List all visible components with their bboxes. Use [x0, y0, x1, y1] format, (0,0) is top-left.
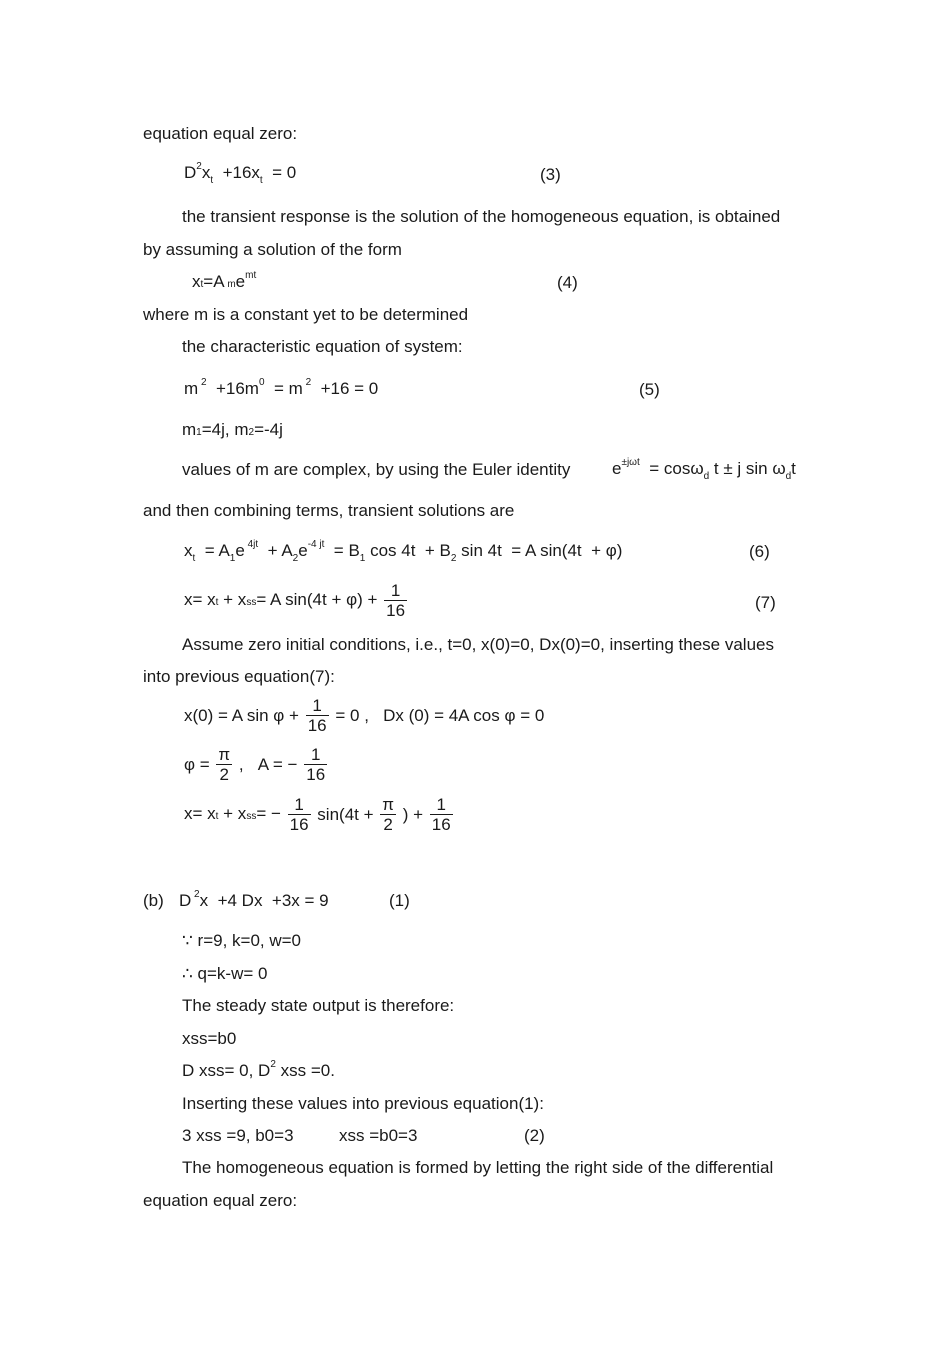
part-b-label: (b)	[143, 891, 164, 910]
text-line: The homogeneous equation is formed by letting the right side of the differential	[182, 1158, 774, 1177]
derivative-text: D xss= 0, D	[182, 1061, 271, 1080]
equation-number: (1)	[389, 891, 410, 910]
equation-number: (6)	[749, 542, 770, 561]
roots: m1=4j, m2=-4j	[182, 420, 283, 439]
derivatives: D xss= 0, $D^2$ xss =0.	[182, 1059, 335, 1080]
text-line: where m is a constant yet to be determined	[143, 305, 469, 324]
text-line: The steady state output is therefore:	[182, 996, 455, 1015]
text-line: into previous equation(7):	[143, 667, 335, 686]
steady-solution-b: xss =b0=3	[339, 1126, 418, 1145]
equation-4: xt=A $me^{mt}$	[192, 270, 257, 291]
equation-b1: D $^2$x +4 Dx +3x = 9	[179, 889, 329, 910]
equation-number: (7)	[755, 593, 776, 612]
euler-identity: $e^{\pm j\omega t} = \cos\omega_d$ t ± j $\sin \omega_dt$	[612, 457, 796, 482]
equation-7: x= xt + xss= A sin(4t + φ) + $\frac{1}{16}$	[184, 581, 406, 620]
text-line: Assume zero initial conditions, i.e., t=0, x(0)=0, Dx(0)=0, inserting these values	[182, 635, 774, 654]
equation-6: $x_t = A_1e$ $^{4jt} + A_2e^{-4 jt} = B_1$ $\cos 4t + B_2$ sin 4t = A sin(4t + φ)	[184, 539, 623, 564]
equation-3: $D^2x_t +16x_t = 0$	[184, 161, 297, 186]
equation-number: (4)	[557, 273, 578, 292]
initial-conditions: x(0) = A sin φ + $\frac{1}{16}$ = 0 , Dx (0) = 4A cos φ = 0	[184, 696, 545, 735]
text-line: values of m are complex, by using the Euler identity	[182, 460, 571, 479]
steady-state: xss=b0	[182, 1029, 237, 1048]
text-line: ∴ q=k-w= 0	[182, 964, 268, 983]
equation-number: (5)	[639, 380, 660, 399]
text-line: by assuming a solution of the form	[143, 240, 402, 259]
text-line: equation equal zero:	[143, 1191, 298, 1210]
equation-number: (3)	[540, 165, 561, 184]
text-line: Inserting these values into previous equation(1):	[182, 1094, 544, 1113]
text-line: the transient response is the solution of the homogeneous equation, is obtained	[182, 207, 781, 226]
equation-number: (2)	[524, 1126, 545, 1145]
steady-solution: 3 xss =9, b0=3	[182, 1126, 294, 1145]
text-line: and then combining terms, transient solutions are	[143, 501, 515, 520]
text-line: equation equal zero:	[143, 124, 298, 143]
derivative-text-b: xss =0.	[280, 1061, 335, 1080]
phase-amplitude: φ = $\frac{\pi}{2}$ , A = − $\frac{1}{16}$	[184, 745, 326, 784]
final-solution-a: x= xt + xss= − $\frac{1}{16}$ sin(4t + $\frac{\pi}{2}$ ) + $\frac{1}{16}$	[184, 795, 451, 834]
equation-5: m $^2 +16m^0 = m$ $^2$ +16 = 0	[184, 377, 379, 398]
text-line: ∵ r=9, k=0, w=0	[182, 931, 302, 950]
text-line: the characteristic equation of system:	[182, 337, 463, 356]
